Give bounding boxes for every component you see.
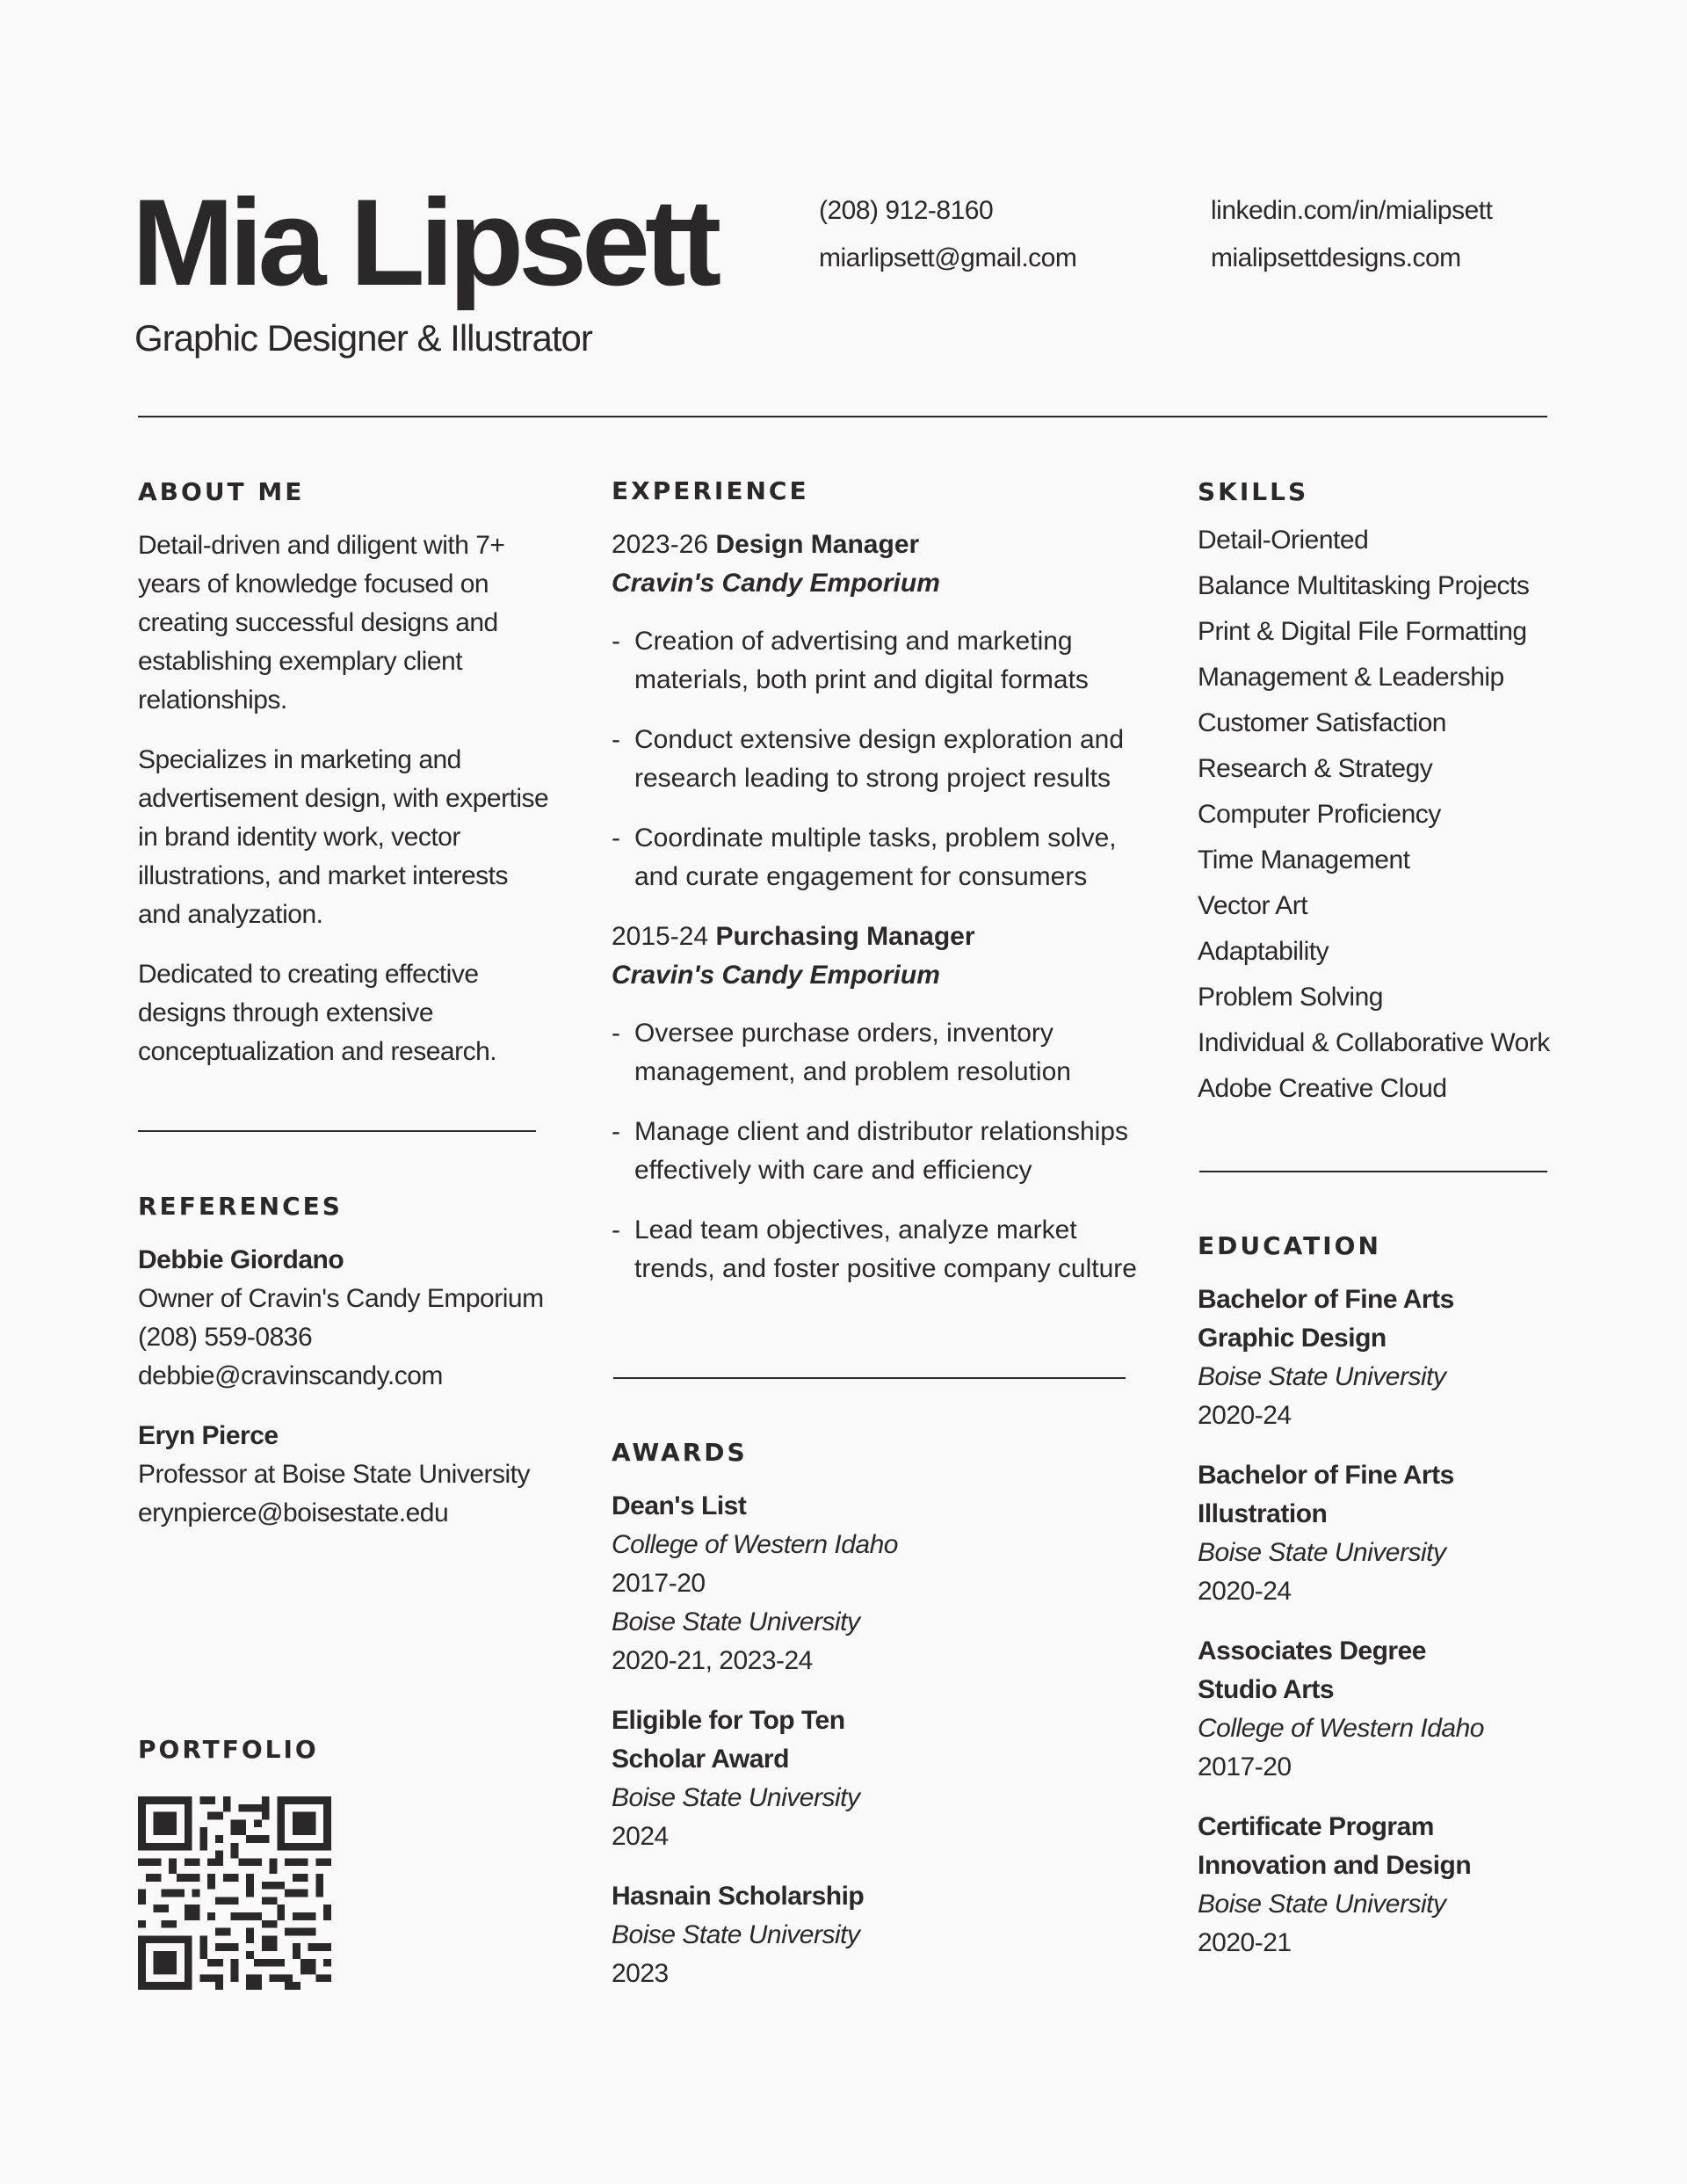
- education-entry: [1198, 1281, 1567, 1435]
- about-body: [138, 526, 551, 1071]
- education-entry: [1198, 1808, 1567, 1963]
- email-address[interactable]: miarlipsett@gmail.com: [819, 243, 1077, 272]
- job-company: Cravin's Candy Emporium: [612, 961, 940, 990]
- award-school: Boise State University: [612, 1607, 860, 1636]
- reference-name: Eryn Pierce: [138, 1421, 279, 1450]
- degree-field: Studio Arts: [1198, 1675, 1335, 1704]
- job-entry: [612, 918, 1139, 1288]
- degree-name: Bachelor of Fine Arts: [1198, 1285, 1454, 1314]
- education-heading: EDUCATION: [1198, 1231, 1381, 1260]
- about-heading: ABOUT ME: [138, 477, 305, 506]
- job-bullets: [612, 1014, 1139, 1288]
- education-school: Boise State University: [1198, 1538, 1446, 1567]
- education-school: College of Western Idaho: [1198, 1714, 1484, 1743]
- education-school: Boise State University: [1198, 1890, 1446, 1919]
- skill-item: Management & Leadership: [1198, 663, 1504, 692]
- job-bullet: - Coordinate multiple tasks, problem solve, and curate engagement for consumers: [612, 819, 1139, 896]
- experience-heading: EXPERIENCE: [612, 476, 809, 505]
- skill-item: Print & Digital File Formatting: [1198, 617, 1527, 646]
- award-entry: [612, 1877, 1104, 1993]
- education-years: 2020-24: [1198, 1401, 1292, 1430]
- degree-name: Associates Degree: [1198, 1636, 1426, 1665]
- education-years: 2017-20: [1198, 1752, 1292, 1781]
- references-heading: REFERENCES: [138, 1192, 343, 1221]
- education-entry: [1198, 1632, 1567, 1787]
- degree-field: Illustration: [1198, 1499, 1328, 1528]
- job-years: 2023-26: [612, 530, 709, 559]
- degree-name: Certificate Program: [1198, 1812, 1434, 1841]
- job-title-subtitle: Graphic Designer & Illustrator: [134, 317, 592, 359]
- job-years: 2015-24: [612, 922, 709, 951]
- job-bullet: - Manage client and distributor relationships effectively with care and efficiency: [612, 1113, 1139, 1190]
- resume-name: Mia Lipsett: [132, 173, 717, 311]
- about-paragraph: Specializes in marketing and advertisement design, with expertise in brand identity work, vector illustrations, and market interests and analyzation.: [138, 745, 549, 929]
- reference-entry: [138, 1417, 551, 1533]
- reference-name: Debbie Giordano: [138, 1245, 344, 1274]
- education-entry: [1198, 1456, 1567, 1611]
- skill-item: Detail-Oriented: [1198, 526, 1369, 555]
- references-section: [138, 1192, 551, 1554]
- job-title: Purchasing Manager: [715, 922, 975, 951]
- reference-role: Owner of Cravin's Candy Emporium: [138, 1284, 544, 1313]
- website-link[interactable]: mialipsettdesigns.com: [1211, 243, 1461, 272]
- middle-divider: [613, 1377, 1126, 1379]
- reference-role: Professor at Boise State University: [138, 1460, 531, 1489]
- skill-item: Research & Strategy: [1198, 754, 1433, 783]
- skills-section: [1198, 477, 1567, 1112]
- job-company: Cravin's Candy Emporium: [612, 569, 940, 598]
- left-divider: [138, 1130, 536, 1132]
- about-section: [138, 477, 551, 1092]
- award-years: 2017-20: [612, 1569, 706, 1598]
- award-school: College of Western Idaho: [612, 1530, 898, 1559]
- job-bullet: - Lead team objectives, analyze market trends, and foster positive company culture: [612, 1211, 1139, 1288]
- reference-email[interactable]: erynpierce@boisestate.edu: [138, 1498, 449, 1527]
- linkedin-link[interactable]: linkedin.com/in/mialipsett: [1211, 196, 1493, 225]
- degree-name: Bachelor of Fine Arts: [1198, 1461, 1454, 1490]
- degree-field: Graphic Design: [1198, 1324, 1387, 1353]
- skill-item: Individual & Collaborative Work: [1198, 1028, 1550, 1057]
- awards-heading: AWARDS: [612, 1438, 748, 1467]
- awards-section: [612, 1438, 1104, 2014]
- portfolio-heading: PORTFOLIO: [138, 1735, 319, 1764]
- skill-item: Computer Proficiency: [1198, 800, 1441, 829]
- award-entry: [612, 1701, 1104, 1856]
- job-title: Design Manager: [715, 530, 920, 559]
- about-paragraph: Dedicated to creating effective designs through extensive conceptualization and research.: [138, 960, 497, 1066]
- job-bullet: - Creation of advertising and marketing materials, both print and digital formats: [612, 622, 1139, 700]
- skills-heading: SKILLS: [1198, 477, 1309, 506]
- award-school: Boise State University: [612, 1783, 860, 1812]
- education-years: 2020-21: [1198, 1928, 1292, 1957]
- award-title: Dean's List: [612, 1491, 747, 1520]
- job-bullets: [612, 622, 1139, 896]
- award-title: Eligible for Top Ten: [612, 1706, 845, 1735]
- reference-email[interactable]: debbie@cravinscandy.com: [138, 1361, 443, 1390]
- skill-item: Vector Art: [1198, 891, 1308, 920]
- job-bullet: - Oversee purchase orders, inventory management, and problem resolution: [612, 1014, 1139, 1092]
- about-paragraph: Detail-driven and diligent with 7+ years of knowledge focused on creating successful designs and establishing exemplary client relationships.: [138, 531, 505, 715]
- award-title: Hasnain Scholarship: [612, 1882, 865, 1911]
- skill-item: Balance Multitasking Projects: [1198, 571, 1530, 600]
- award-title: Scholar Award: [612, 1745, 789, 1774]
- phone-number: (208) 912-8160: [819, 196, 994, 225]
- contact-column-1: [819, 193, 1076, 288]
- award-entry: [612, 1487, 1104, 1680]
- skill-item: Adobe Creative Cloud: [1198, 1074, 1447, 1103]
- award-years: 2024: [612, 1822, 669, 1851]
- education-school: Boise State University: [1198, 1362, 1446, 1391]
- award-years: 2020-21, 2023-24: [612, 1646, 813, 1675]
- experience-section: [612, 476, 1139, 1310]
- reference-entry: [138, 1241, 551, 1396]
- skill-item: Time Management: [1198, 845, 1410, 874]
- skill-item: Customer Satisfaction: [1198, 708, 1446, 737]
- award-school: Boise State University: [612, 1920, 860, 1949]
- job-entry: [612, 526, 1139, 896]
- award-years: 2023: [612, 1959, 669, 1988]
- job-bullet: - Conduct extensive design exploration and research leading to strong project results: [612, 721, 1139, 798]
- right-divider: [1199, 1171, 1547, 1172]
- degree-field: Innovation and Design: [1198, 1851, 1472, 1880]
- header-divider: [138, 416, 1547, 417]
- skills-list: [1198, 518, 1567, 1112]
- reference-phone: (208) 559-0836: [138, 1323, 313, 1352]
- education-section: [1198, 1231, 1567, 1984]
- education-years: 2020-24: [1198, 1577, 1292, 1606]
- skill-item: Adaptability: [1198, 937, 1329, 966]
- skill-item: Problem Solving: [1198, 983, 1383, 1012]
- contact-column-2: [1211, 193, 1492, 288]
- qr-code-icon[interactable]: [138, 1796, 331, 1990]
